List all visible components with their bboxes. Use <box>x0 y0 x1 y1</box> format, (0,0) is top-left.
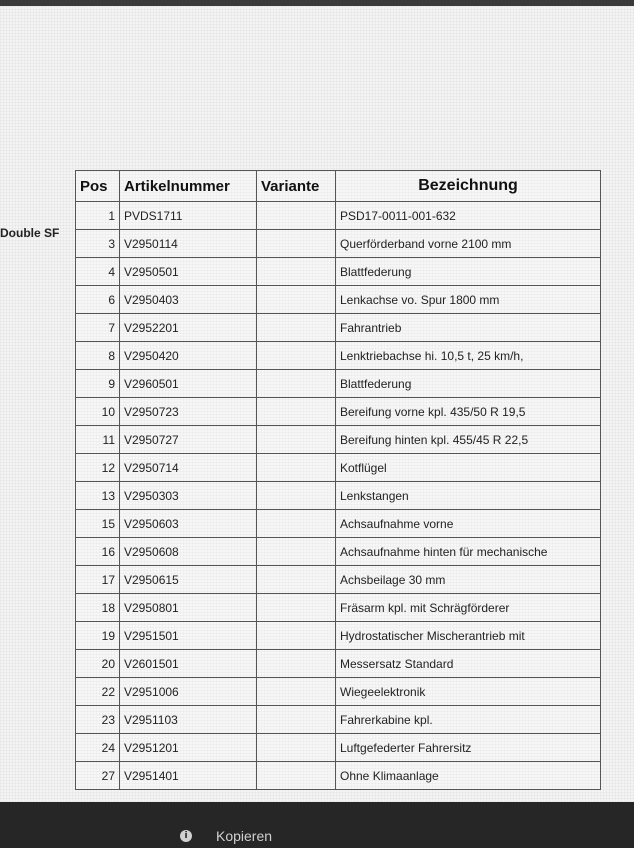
table-row <box>76 510 601 538</box>
cell-artikelnummer: V2960501 <box>120 370 257 398</box>
cell-bezeichnung: Querförderband vorne 2100 mm <box>336 230 601 258</box>
cell-variante <box>257 650 336 678</box>
copy-button[interactable] <box>180 828 272 844</box>
cell-artikelnummer: PVDS1711 <box>120 202 257 230</box>
cell-pos: 18 <box>76 594 120 622</box>
cell-bezeichnung: Kotflügel <box>336 454 601 482</box>
cell-variante <box>257 566 336 594</box>
info-icon: i <box>180 830 192 842</box>
header-pos: Pos <box>76 171 120 202</box>
cell-bezeichnung: PSD17-0011-001-632 <box>336 202 601 230</box>
cell-pos: 27 <box>76 762 120 790</box>
table-row <box>76 202 601 230</box>
table-body <box>76 202 601 790</box>
cell-variante <box>257 314 336 342</box>
cell-variante <box>257 762 336 790</box>
cell-pos: 7 <box>76 314 120 342</box>
cell-variante <box>257 482 336 510</box>
cell-variante <box>257 426 336 454</box>
cell-variante <box>257 510 336 538</box>
cell-artikelnummer: V2951501 <box>120 622 257 650</box>
parts-table <box>75 170 601 790</box>
table-row <box>76 426 601 454</box>
cell-artikelnummer: V2951401 <box>120 762 257 790</box>
cell-artikelnummer: V2601501 <box>120 650 257 678</box>
cell-bezeichnung: Fahrantrieb <box>336 314 601 342</box>
table-row <box>76 230 601 258</box>
cell-artikelnummer: V2951103 <box>120 706 257 734</box>
cell-artikelnummer: V2951006 <box>120 678 257 706</box>
cell-pos: 10 <box>76 398 120 426</box>
cell-artikelnummer: V2950608 <box>120 538 257 566</box>
header-bezeichnung: Bezeichnung <box>336 171 601 202</box>
cell-variante <box>257 230 336 258</box>
cell-pos: 15 <box>76 510 120 538</box>
table-row <box>76 734 601 762</box>
table-row <box>76 370 601 398</box>
cell-pos: 24 <box>76 734 120 762</box>
cell-pos: 22 <box>76 678 120 706</box>
cell-pos: 17 <box>76 566 120 594</box>
header-artikelnummer: Artikelnummer <box>120 171 257 202</box>
cell-pos: 20 <box>76 650 120 678</box>
cell-variante <box>257 622 336 650</box>
cell-bezeichnung: Fahrerkabine kpl. <box>336 706 601 734</box>
cell-artikelnummer: V2950615 <box>120 566 257 594</box>
cell-bezeichnung: Blattfederung <box>336 258 601 286</box>
cell-bezeichnung: Achsaufnahme hinten für mechanische <box>336 538 601 566</box>
cell-pos: 11 <box>76 426 120 454</box>
cell-bezeichnung: Hydrostatischer Mischerantrieb mit <box>336 622 601 650</box>
cell-bezeichnung: Wiegeelektronik <box>336 678 601 706</box>
table-row <box>76 762 601 790</box>
cell-variante <box>257 370 336 398</box>
cell-artikelnummer: V2950727 <box>120 426 257 454</box>
cell-bezeichnung: Blattfederung <box>336 370 601 398</box>
table-row <box>76 566 601 594</box>
table-row <box>76 650 601 678</box>
cell-bezeichnung: Fräsarm kpl. mit Schrägförderer <box>336 594 601 622</box>
cell-artikelnummer: V2950114 <box>120 230 257 258</box>
cell-bezeichnung: Lenkachse vo. Spur 1800 mm <box>336 286 601 314</box>
cell-artikelnummer: V2950723 <box>120 398 257 426</box>
cell-pos: 16 <box>76 538 120 566</box>
cell-bezeichnung: Achsaufnahme vorne <box>336 510 601 538</box>
cell-variante <box>257 286 336 314</box>
side-label: Double SF <box>0 226 60 240</box>
cell-artikelnummer: V2952201 <box>120 314 257 342</box>
cell-artikelnummer: V2950603 <box>120 510 257 538</box>
cell-pos: 3 <box>76 230 120 258</box>
cell-bezeichnung: Messersatz Standard <box>336 650 601 678</box>
cell-artikelnummer: V2950801 <box>120 594 257 622</box>
cell-bezeichnung: Lenkstangen <box>336 482 601 510</box>
table-row <box>76 314 601 342</box>
cell-variante <box>257 398 336 426</box>
table-row <box>76 706 601 734</box>
cell-variante <box>257 706 336 734</box>
table-row <box>76 482 601 510</box>
cell-pos: 12 <box>76 454 120 482</box>
cell-pos: 4 <box>76 258 120 286</box>
cell-bezeichnung: Bereifung vorne kpl. 435/50 R 19,5 <box>336 398 601 426</box>
cell-variante <box>257 454 336 482</box>
table-header-row <box>76 171 601 202</box>
cell-bezeichnung: Lenktriebachse hi. 10,5 t, 25 km/h, <box>336 342 601 370</box>
cell-variante <box>257 734 336 762</box>
cell-pos: 19 <box>76 622 120 650</box>
cell-bezeichnung: Bereifung hinten kpl. 455/45 R 22,5 <box>336 426 601 454</box>
cell-artikelnummer: V2950501 <box>120 258 257 286</box>
cell-artikelnummer: V2950420 <box>120 342 257 370</box>
cell-variante <box>257 538 336 566</box>
cell-bezeichnung: Luftgefederter Fahrersitz <box>336 734 601 762</box>
cell-pos: 1 <box>76 202 120 230</box>
cell-variante <box>257 342 336 370</box>
cell-variante <box>257 678 336 706</box>
cell-pos: 8 <box>76 342 120 370</box>
table-row <box>76 454 601 482</box>
table-row <box>76 538 601 566</box>
cell-bezeichnung: Ohne Klimaanlage <box>336 762 601 790</box>
bottom-toolbar <box>0 802 634 848</box>
table-row <box>76 258 601 286</box>
cell-variante <box>257 594 336 622</box>
cell-artikelnummer: V2951201 <box>120 734 257 762</box>
table-row <box>76 398 601 426</box>
cell-pos: 13 <box>76 482 120 510</box>
cell-pos: 6 <box>76 286 120 314</box>
header-variante: Variante <box>257 171 336 202</box>
cell-pos: 9 <box>76 370 120 398</box>
copy-label: Kopieren <box>216 828 273 844</box>
cell-variante <box>257 258 336 286</box>
table-row <box>76 342 601 370</box>
cell-pos: 23 <box>76 706 120 734</box>
table-row <box>76 286 601 314</box>
table-row <box>76 678 601 706</box>
table-row <box>76 622 601 650</box>
table-row <box>76 594 601 622</box>
cell-artikelnummer: V2950403 <box>120 286 257 314</box>
cell-bezeichnung: Achsbeilage 30 mm <box>336 566 601 594</box>
cell-variante <box>257 202 336 230</box>
cell-artikelnummer: V2950303 <box>120 482 257 510</box>
cell-artikelnummer: V2950714 <box>120 454 257 482</box>
